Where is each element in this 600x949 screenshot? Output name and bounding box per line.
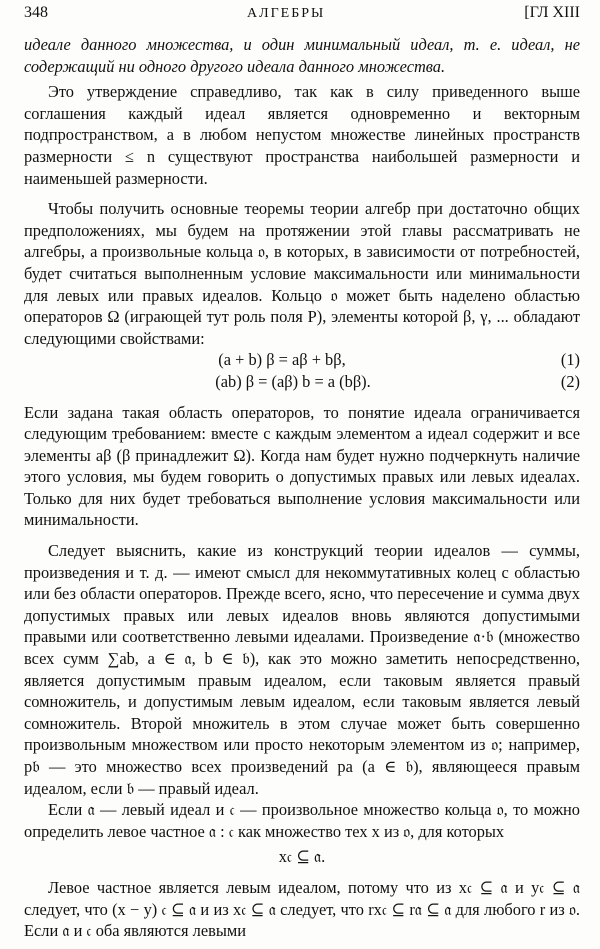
paragraph-operators: Чтобы получить основные теоремы теории алгебр при достаточно общих предположениях, мы будем на протяжении этой главы рассматривать не алгебры, а произвольные кольца 𝔬, в которых, в зависимости от потребностей, будет считаться выполненным условие максимальности или минимальности для левых или правых идеалов. Кольцо 𝔬 может быть наделено областью операторов Ω (играющей тут роль поля P), элементы которой β, γ, ... обладают следующими свойствами: [24,199,580,348]
theorem-continuation: идеале данного множества, и один минимальный идеал, т. е. идеал, не содержащий ни одного другого идеала данного множества. [24,35,580,76]
paragraph-constructions: Следует выяснить, какие из конструкций теории идеалов — суммы, произведения и т. д. — имеют смысл для некоммутативных колец с областью или без области операторов. Прежде всего, ясно, что пересечение и сумма двух допустимых правых или левых идеалов вновь являются допустимыми правыми или соответственно левыми идеалами. Произведение 𝔞·𝔟 (множество всех сумм ∑ab, a ∈ 𝔞, b ∈ 𝔟), как это можно заметить непосредственно, является допустимым правым идеалом, если таковым является правый сомножитель, и допустимым левым идеалом, если таковым является левый сомножитель. Второй множитель в этом случае может быть совершенно произвольным множеством или просто некоторым элементом из 𝔬; например, p𝔟 — это множество всех произведений pa (a ∈ 𝔟), являющееся правым идеалом, если 𝔟 — правый идеал. [24,541,580,798]
running-header [24,4,580,34]
equation-2 [24,371,580,393]
chapter-marker: [ГЛ XIII [524,4,580,21]
equation-1-body: (a + b) β = aβ + bβ, [218,350,346,370]
equation-2-number: (2) [560,371,580,391]
paragraph-ideal-restriction: Если задана такая область операторов, то понятие идеала ограничивается следующим требованием: вместе с каждым элементом a идеал содержит и все элементы aβ (β принадлежит Ω). Когда нам будет нужно подчеркнуть наличие этого условия, мы будем говорить о допустимых правых или левых идеалах. Только для них будет требоваться выполнение условия максимальности или минимальности. [24,402,580,530]
paragraph-left-quotient-def: Если 𝔞 — левый идеал и 𝔠 — произвольное множество кольца 𝔬, то можно определить левое частное 𝔞 : 𝔠 как множество тех x из 𝔬, для которых [24,800,580,841]
equation-3 [24,846,580,868]
paragraph-justification: Это утверждение справедливо, так как в силу приведенного выше соглашения каждый идеал является одновременно и векторным подпространством, а в любом непустом множестве линейных пространств размерности ≤ n существуют пространства наибольшей размерности и наименьшей размерности. [24,82,580,188]
equation-2-body: (ab) β = (aβ) b = a (bβ). [215,371,371,391]
paragraph-left-quotient-proof: Левое частное является левым идеалом, потому что из x𝔠 ⊆ 𝔞 и y𝔠 ⊆ 𝔞 следует, что (x − y) 𝔠 ⊆ 𝔞 и из x𝔠 ⊆ 𝔞 следует, что rx𝔠 ⊆ r𝔞 ⊆ 𝔞 для любого r из 𝔬. Если 𝔞 и 𝔠 оба являются левыми [24,877,580,941]
equation-3-body: x𝔠 ⊆ 𝔞. [278,847,326,867]
equation-1-number: (1) [560,350,580,370]
running-title: АЛГЕБРЫ [246,6,326,21]
page-number: 348 [24,4,48,21]
equation-1 [24,349,580,371]
